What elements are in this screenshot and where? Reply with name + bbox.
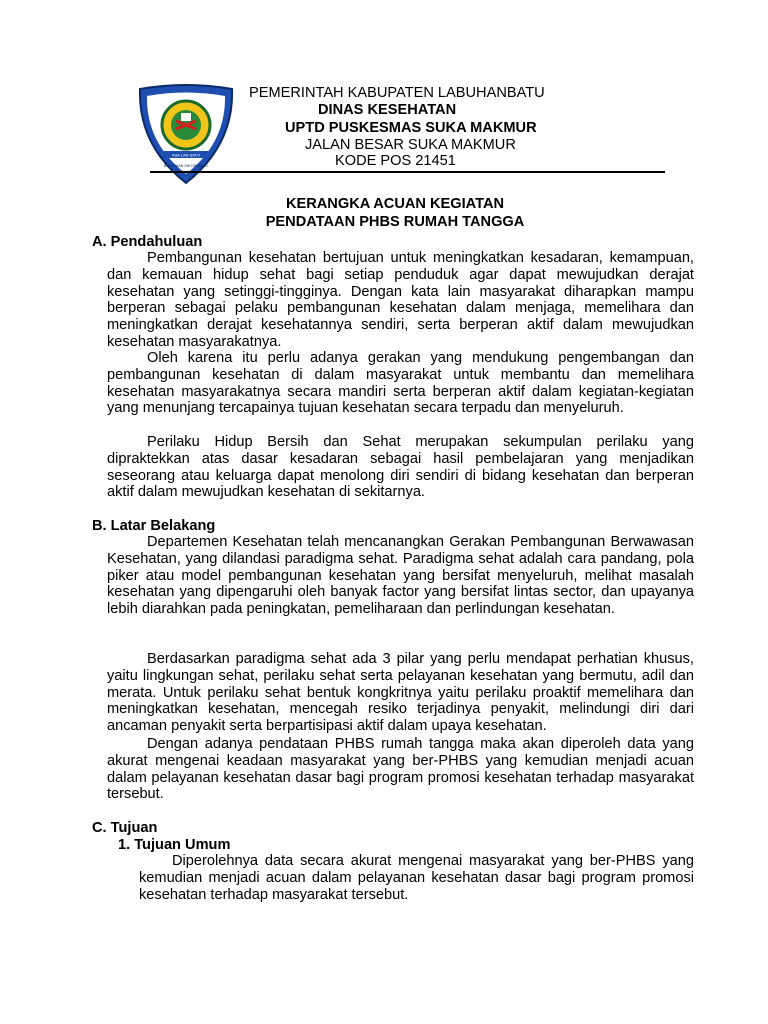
document-subtitle: PENDATAAN PHBS RUMAH TANGGA xyxy=(265,214,525,230)
header-postal-code: KODE POS 21451 xyxy=(335,153,456,169)
logo-motto-top: ASA LAN SATO xyxy=(171,152,201,158)
section-c-heading: C. Tujuan xyxy=(92,820,158,836)
section-b-paragraph-3: Dengan adanya pendataan PHBS rumah tangga maka akan diperoleh data yang akurat mengenai keadaan masyarakat yang ber-PHBS yang kemudian menjadi acuan dalam pelayanan kesehatan dasar bagi program promosi kesehatan terhadap masyarakat tersebut. xyxy=(107,736,694,803)
section-b-heading: B. Latar Belakang xyxy=(92,518,216,534)
logo-motto-bottom: BHI NEKAN SHI DWOMLO xyxy=(164,164,208,168)
header-address: JALAN BESAR SUKA MAKMUR xyxy=(305,137,516,153)
section-a-heading: A. Pendahuluan xyxy=(92,234,203,250)
labuhanbatu-emblem-logo xyxy=(136,83,236,185)
section-a-paragraph-3: Perilaku Hidup Bersih dan Sehat merupakan sekumpulan perilaku yang dipraktekkan atas dasar kesadaran sebagai hasil pembelajaran yang menjadikan seseorang atau keluarga dapat menolong diri sendiri di bidang kesehatan dan berperan aktif dalam mewujudkan kesehatan di sekitarnya. xyxy=(107,434,694,501)
section-a-paragraph-1: Pembangunan kesehatan bertujuan untuk meningkatkan kesadaran, kemampuan, dan kemauan hidup sehat bagi setiap penduduk agar dapat mewujudkan derajat kesehatan yang setinggi-tingginya. Dengan kata lain masyarakat diharapkan mampu berperan sebagai pelaku pembangunan kesehatan dalam menjaga, memelihara dan meningkatkan derajat kesehatannya sendiri, serta berperan aktif dalam mewujudkan kesehatan masyarakatnya. xyxy=(107,250,694,350)
section-c1-heading: 1. Tujuan Umum xyxy=(118,837,231,853)
header-agency: DINAS KESEHATAN xyxy=(318,102,457,118)
section-b-paragraph-1: Departemen Kesehatan telah mencanangkan Gerakan Pembangunan Berwawasan Kesehatan, yang dilandasi paradigma sehat. Paradigma sehat adalah cara pandang, pola piker atau model pembangunan kesehatan yang bersifat menyeluruh, melihat masalah kesehatan yang dipengaruhi oleh banyak factor yang bersifat lintas sector, dan upayanya lebih diarahkan pada peningkatan, pemeliharaan dan perlindungan kesehatan. xyxy=(107,534,694,618)
header-divider xyxy=(150,171,665,173)
section-b-paragraph-2: Berdasarkan paradigma sehat ada 3 pilar yang perlu mendapat perhatian khusus, yaitu lingkungan sehat, perilaku sehat serta pelayanan kesehatan yang bermutu, adil dan merata. Untuk perilaku sehat bentuk kongkritnya yaitu perilaku proaktif memelihara dan meningkatkan kesehatan, mencegah resiko terjadinya penyakit, melindungi diri dari ancaman penyakit serta berpartisipasi aktif dalam upaya kesehatan. xyxy=(107,651,694,735)
header-government: PEMERINTAH KABUPATEN LABUHANBATU xyxy=(249,85,545,101)
document-title: KERANGKA ACUAN KEGIATAN xyxy=(285,196,505,212)
header-unit: UPTD PUSKESMAS SUKA MAKMUR xyxy=(285,120,537,136)
section-a-paragraph-2: Oleh karena itu perlu adanya gerakan yang mendukung pengembangan dan pembangunan kesehatan di dalam masyarakat untuk membantu dan memelihara kesehatan masyarakatnya secara mandiri serta berperan aktif dalam kegiatan-kegiatan yang menunjang tercapainya tujuan kesehatan secara terpadu dan menyeluruh. xyxy=(107,350,694,417)
section-c1-paragraph-1: Diperolehnya data secara akurat mengenai masyarakat yang ber-PHBS yang kemudian menjadi acuan dalam pelayanan kesehatan dasar bagi program promosi kesehatan terhadap masyarakat tersebut. xyxy=(139,853,694,903)
